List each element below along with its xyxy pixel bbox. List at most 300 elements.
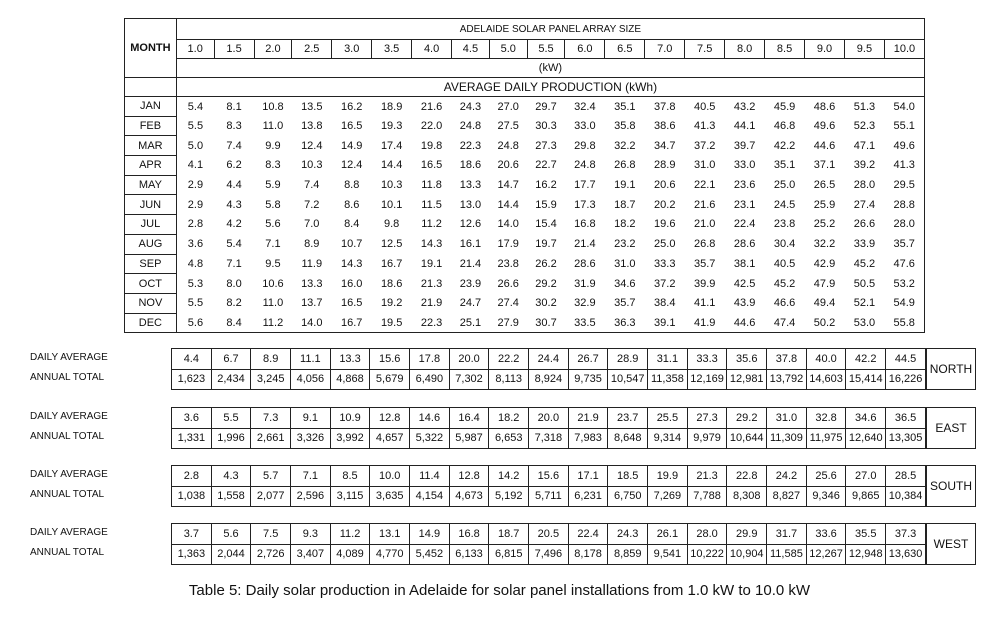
production-value: 42.2 (773, 139, 796, 152)
production-value: 46.6 (773, 297, 796, 310)
production-value: 14.0 (497, 218, 519, 231)
production-value: 21.0 (693, 218, 716, 231)
daily-average-value: 28.0 (687, 524, 727, 545)
summary-table (171, 465, 926, 507)
annual-total-value: 1,038 (172, 486, 212, 507)
summary-table (171, 407, 926, 449)
production-value: 41.1 (693, 297, 716, 310)
daily-average-row (172, 524, 926, 545)
production-value: 28.8 (884, 195, 924, 215)
daily-average-value: 12.8 (370, 408, 410, 429)
annual-total-value: 4,770 (370, 544, 410, 565)
annual-total-value: 8,113 (489, 369, 529, 390)
daily-average-value: 13.3 (330, 349, 370, 370)
daily-average-value: 26.1 (648, 524, 688, 545)
daily-average-value: 22.8 (727, 466, 767, 487)
production-value: 28.0 (853, 179, 876, 192)
annual-total-value: 1,558 (211, 486, 251, 507)
production-value: 14.4 (497, 198, 519, 211)
production-value: 18.6 (459, 159, 482, 172)
daily-average-value: 14.6 (410, 408, 450, 429)
month-label: DEC (125, 313, 177, 333)
production-value: 5.0 (176, 136, 214, 156)
production-value: 11.9 (301, 257, 323, 270)
production-value: 4.8 (176, 254, 214, 274)
production-value: 5.3 (176, 274, 214, 294)
production-value: 2.9 (176, 175, 214, 195)
production-value: 39.7 (733, 139, 756, 152)
production-value: 8.4 (344, 218, 360, 231)
production-value: 38.4 (654, 297, 676, 310)
array-size-title: ADELAIDE SOLAR PANEL ARRAY SIZE (176, 19, 924, 40)
production-value: 25.2 (813, 218, 836, 231)
production-value: 40.5 (693, 100, 716, 113)
production-value: 19.2 (380, 297, 403, 310)
production-value: 35.7 (614, 297, 636, 310)
annual-total-value: 6,133 (449, 544, 489, 565)
orientation-summary-south (0, 465, 999, 507)
production-value: 19.1 (614, 179, 636, 192)
daily-average-value: 18.2 (489, 408, 529, 429)
daily-average-value: 13.1 (370, 524, 410, 545)
production-value: 10.3 (380, 179, 403, 192)
annual-total-value: 9,865 (846, 486, 886, 507)
production-value: 26.8 (693, 238, 716, 251)
production-value: 7.1 (226, 257, 242, 270)
production-value: 51.3 (853, 100, 876, 113)
daily-average-value: 5.6 (211, 524, 251, 545)
size-header-cell: 7.0 (645, 40, 685, 59)
month-row (125, 215, 925, 235)
production-value: 4.1 (176, 156, 214, 176)
daily-average-value: 44.5 (886, 349, 926, 370)
production-value: 18.2 (614, 218, 636, 231)
production-value: 25.0 (654, 238, 676, 251)
annual-total-value: 3,245 (251, 369, 291, 390)
production-value: 22.7 (535, 159, 557, 172)
monthly-production-table (124, 18, 925, 333)
production-value: 25.9 (813, 198, 836, 211)
production-value: 41.3 (693, 120, 716, 133)
production-value: 5.9 (265, 179, 281, 192)
production-value: 34.6 (614, 277, 636, 290)
production-value: 18.9 (380, 100, 403, 113)
month-label: FEB (125, 116, 177, 136)
annual-total-value: 12,640 (846, 428, 886, 449)
production-value: 22.3 (459, 139, 482, 152)
production-value: 22.0 (420, 120, 443, 133)
month-row (125, 313, 925, 333)
production-value: 53.0 (844, 313, 884, 333)
daily-average-value: 29.2 (727, 408, 767, 429)
production-value: 33.5 (565, 313, 605, 333)
daily-average-value: 5.5 (211, 408, 251, 429)
size-header-cell: 8.0 (725, 40, 765, 59)
production-value: 17.7 (574, 179, 596, 192)
month-label: SEP (125, 254, 177, 274)
production-value: 21.4 (459, 257, 482, 270)
production-value: 12.4 (341, 159, 363, 172)
annual-total-value: 7,788 (687, 486, 727, 507)
production-value: 50.5 (853, 277, 876, 290)
annual-total-value: 11,585 (767, 544, 807, 565)
annual-total-value: 6,750 (608, 486, 648, 507)
production-value: 26.8 (614, 159, 636, 172)
production-value: 52.1 (853, 297, 876, 310)
annual-total-value: 5,322 (410, 428, 450, 449)
production-value: 30.7 (527, 313, 565, 333)
daily-average-value: 14.9 (410, 524, 450, 545)
production-value: 16.0 (341, 277, 363, 290)
production-value: 16.2 (341, 100, 363, 113)
production-value: 10.6 (262, 277, 284, 290)
annual-total-value: 10,384 (886, 486, 926, 507)
production-value: 12.4 (301, 139, 323, 152)
annual-total-value: 12,981 (727, 369, 767, 390)
daily-average-value: 18.7 (489, 524, 529, 545)
daily-average-value: 6.7 (211, 349, 251, 370)
production-value: 8.6 (344, 198, 360, 211)
annual-total-value: 9,541 (648, 544, 688, 565)
orientation-summary-north (0, 348, 999, 390)
annual-total-label: ANNUAL TOTAL (30, 372, 105, 383)
daily-average-label: DAILY AVERAGE (30, 411, 108, 422)
production-value: 37.1 (813, 159, 836, 172)
orientation-summary-west (0, 523, 999, 565)
annual-total-value: 6,815 (489, 544, 529, 565)
production-value: 24.5 (773, 198, 796, 211)
daily-average-value: 20.0 (529, 408, 569, 429)
production-value: 24.3 (459, 100, 482, 113)
production-value: 14.7 (497, 179, 519, 192)
annual-total-value: 4,657 (370, 428, 410, 449)
production-value: 20.2 (654, 198, 676, 211)
production-value: 35.1 (773, 159, 796, 172)
annual-total-value: 9,314 (648, 428, 688, 449)
production-value: 31.0 (614, 257, 636, 270)
daily-average-value: 32.8 (806, 408, 846, 429)
production-value: 7.0 (304, 218, 320, 231)
annual-total-value: 2,726 (251, 544, 291, 565)
daily-average-value: 24.3 (608, 524, 648, 545)
daily-average-value: 16.4 (449, 408, 489, 429)
daily-average-value: 14.2 (489, 466, 529, 487)
production-value: 5.8 (265, 198, 281, 211)
daily-average-value: 8.5 (330, 466, 370, 487)
production-value: 8.8 (344, 179, 360, 192)
daily-average-value: 23.7 (608, 408, 648, 429)
production-value: 33.3 (654, 257, 676, 270)
annual-total-value: 13,305 (886, 428, 926, 449)
annual-total-value: 3,115 (330, 486, 370, 507)
production-value: 13.5 (301, 100, 323, 113)
size-header-cell: 4.0 (412, 40, 452, 59)
size-header-cell: 1.0 (176, 40, 214, 59)
annual-total-value: 3,992 (330, 428, 370, 449)
size-header-cell: 4.5 (452, 40, 490, 59)
production-value: 20.6 (654, 179, 676, 192)
annual-total-value: 10,547 (608, 369, 648, 390)
production-value: 9.9 (265, 139, 281, 152)
annual-total-value: 4,673 (449, 486, 489, 507)
production-value: 25.1 (452, 313, 490, 333)
production-value: 15.4 (535, 218, 557, 231)
production-value: 17.9 (497, 238, 519, 251)
production-value: 10.8 (262, 100, 284, 113)
production-value: 23.1 (733, 198, 756, 211)
production-value: 25.0 (773, 179, 796, 192)
unit-label: (kW) (176, 59, 924, 78)
production-value: 28.9 (654, 159, 676, 172)
daily-average-value: 34.6 (846, 408, 886, 429)
annual-total-value: 2,434 (211, 369, 251, 390)
production-value: 11.2 (421, 218, 442, 231)
annual-total-value: 8,648 (608, 428, 648, 449)
annual-total-value: 3,407 (291, 544, 331, 565)
month-label: NOV (125, 293, 177, 313)
production-value: 7.1 (265, 238, 281, 251)
daily-average-value: 16.8 (449, 524, 489, 545)
annual-total-value: 1,363 (172, 544, 212, 565)
production-value: 27.4 (853, 198, 876, 211)
production-value: 11.8 (421, 179, 442, 192)
production-value: 52.3 (853, 120, 876, 133)
production-value: 43.9 (733, 297, 756, 310)
production-value: 19.3 (380, 120, 403, 133)
production-value: 23.2 (614, 238, 636, 251)
production-value: 16.7 (380, 257, 403, 270)
production-value: 23.9 (459, 277, 482, 290)
production-value: 54.0 (884, 97, 924, 117)
annual-total-value: 6,231 (568, 486, 608, 507)
annual-total-value: 4,154 (410, 486, 450, 507)
month-label: OCT (125, 274, 177, 294)
annual-total-row (172, 369, 926, 390)
production-value: 14.9 (341, 139, 363, 152)
daily-average-value: 33.6 (806, 524, 846, 545)
annual-total-value: 1,996 (211, 428, 251, 449)
daily-average-value: 35.6 (727, 349, 767, 370)
production-value: 11.0 (262, 120, 284, 133)
production-value: 40.5 (773, 257, 796, 270)
production-value: 27.3 (535, 139, 557, 152)
annual-total-value: 3,326 (291, 428, 331, 449)
production-value: 35.1 (614, 100, 636, 113)
daily-average-value: 9.1 (291, 408, 331, 429)
daily-average-label: DAILY AVERAGE (30, 469, 108, 480)
annual-total-value: 6,490 (410, 369, 450, 390)
month-row (125, 156, 925, 176)
month-label: MAR (125, 136, 177, 156)
summary-table (171, 348, 926, 390)
production-value: 18.6 (380, 277, 403, 290)
daily-average-value: 27.0 (846, 466, 886, 487)
production-value: 28.6 (574, 257, 596, 270)
daily-average-value: 17.8 (410, 349, 450, 370)
production-value: 29.8 (574, 139, 596, 152)
month-row (125, 175, 925, 195)
production-value: 47.4 (765, 313, 805, 333)
annual-total-value: 8,178 (568, 544, 608, 565)
production-value: 41.3 (884, 156, 924, 176)
production-value: 12.6 (459, 218, 482, 231)
annual-total-value: 2,596 (291, 486, 331, 507)
production-value: 22.3 (412, 313, 452, 333)
production-value: 33.9 (853, 238, 876, 251)
production-value: 22.4 (733, 218, 756, 231)
production-value: 27.5 (497, 120, 519, 133)
month-label: MAY (125, 175, 177, 195)
production-value: 23.6 (733, 179, 756, 192)
production-value: 29.2 (535, 277, 557, 290)
production-value: 24.7 (459, 297, 482, 310)
production-value: 10.7 (341, 238, 363, 251)
daily-average-value: 21.3 (687, 466, 727, 487)
production-value: 11.5 (421, 198, 442, 211)
size-header-cell: 2.0 (254, 40, 292, 59)
production-value: 45.2 (773, 277, 796, 290)
production-value: 45.9 (773, 100, 796, 113)
daily-average-value: 21.9 (568, 408, 608, 429)
production-value: 16.5 (341, 120, 363, 133)
production-value: 41.9 (685, 313, 725, 333)
production-value: 33.0 (733, 159, 756, 172)
month-row (125, 136, 925, 156)
annual-total-value: 5,987 (449, 428, 489, 449)
production-value: 16.2 (535, 179, 557, 192)
production-value: 44.6 (813, 139, 836, 152)
annual-total-value: 8,859 (608, 544, 648, 565)
production-value: 49.4 (813, 297, 836, 310)
month-row (125, 195, 925, 215)
size-header-cell: 8.5 (765, 40, 805, 59)
annual-total-value: 4,056 (291, 369, 331, 390)
production-value: 20.6 (497, 159, 519, 172)
production-value: 35.7 (884, 234, 924, 254)
annual-total-value: 5,711 (529, 486, 569, 507)
daily-average-value: 25.6 (806, 466, 846, 487)
production-value: 39.1 (645, 313, 685, 333)
month-label: AUG (125, 234, 177, 254)
annual-total-value: 12,267 (806, 544, 846, 565)
daily-average-value: 12.8 (449, 466, 489, 487)
annual-total-value: 11,358 (648, 369, 688, 390)
production-value: 16.8 (574, 218, 596, 231)
production-value: 8.0 (226, 277, 242, 290)
production-value: 9.8 (384, 218, 400, 231)
production-value: 29.7 (535, 100, 557, 113)
production-value: 49.6 (884, 136, 924, 156)
daily-average-value: 27.3 (687, 408, 727, 429)
daily-average-value: 36.5 (886, 408, 926, 429)
annual-total-row (172, 428, 926, 449)
production-value: 37.2 (693, 139, 716, 152)
production-value: 5.5 (176, 116, 214, 136)
production-value: 37.2 (654, 277, 676, 290)
production-value: 26.6 (497, 277, 519, 290)
month-label: APR (125, 156, 177, 176)
daily-average-value: 31.1 (648, 349, 688, 370)
production-value: 13.3 (301, 277, 323, 290)
annual-total-value: 5,192 (489, 486, 529, 507)
summary-table (171, 523, 926, 565)
size-header-cell: 6.5 (605, 40, 645, 59)
production-value: 24.8 (574, 159, 596, 172)
daily-average-value: 20.0 (449, 349, 489, 370)
annual-total-row (172, 486, 926, 507)
annual-total-value: 7,269 (648, 486, 688, 507)
production-value: 14.3 (420, 238, 443, 251)
annual-total-value: 10,222 (687, 544, 727, 565)
production-value: 48.6 (813, 100, 836, 113)
daily-average-value: 18.5 (608, 466, 648, 487)
month-row (125, 116, 925, 136)
production-value: 39.2 (853, 159, 876, 172)
daily-average-value: 10.9 (330, 408, 370, 429)
production-value: 2.9 (176, 195, 214, 215)
annual-total-value: 7,496 (529, 544, 569, 565)
production-value: 21.6 (420, 100, 443, 113)
annual-total-value: 7,302 (449, 369, 489, 390)
daily-average-value: 8.9 (251, 349, 291, 370)
annual-total-value: 14,603 (806, 369, 846, 390)
production-value: 54.9 (884, 293, 924, 313)
annual-total-value: 12,948 (846, 544, 886, 565)
month-row (125, 234, 925, 254)
production-value: 21.3 (420, 277, 443, 290)
daily-average-value: 37.8 (767, 349, 807, 370)
daily-average-value: 9.3 (291, 524, 331, 545)
annual-total-value: 16,226 (886, 369, 926, 390)
production-value: 50.2 (805, 313, 845, 333)
production-value: 37.8 (654, 100, 676, 113)
annual-total-value: 10,644 (727, 428, 767, 449)
production-value: 19.6 (654, 218, 676, 231)
production-value: 24.8 (459, 120, 482, 133)
daily-average-value: 28.9 (608, 349, 648, 370)
production-value: 53.2 (884, 274, 924, 294)
annual-total-value: 5,679 (370, 369, 410, 390)
production-value: 5.5 (176, 293, 214, 313)
annual-total-value: 11,309 (767, 428, 807, 449)
production-value: 49.6 (813, 120, 836, 133)
daily-average-value: 11.4 (410, 466, 450, 487)
production-value: 43.2 (733, 100, 756, 113)
production-value: 27.0 (497, 100, 519, 113)
daily-average-value: 24.4 (529, 349, 569, 370)
annual-total-value: 1,331 (172, 428, 212, 449)
annual-total-label: ANNUAL TOTAL (30, 489, 105, 500)
production-value: 26.5 (813, 179, 836, 192)
production-value: 23.8 (773, 218, 796, 231)
daily-average-value: 17.1 (568, 466, 608, 487)
production-value: 17.3 (574, 198, 596, 211)
production-value: 32.4 (574, 100, 596, 113)
production-value: 38.6 (654, 120, 676, 133)
daily-average-value: 4.3 (211, 466, 251, 487)
annual-total-value: 9,346 (806, 486, 846, 507)
production-value: 8.1 (226, 100, 242, 113)
production-value: 29.5 (884, 175, 924, 195)
production-value: 8.3 (265, 159, 281, 172)
annual-total-value: 4,089 (330, 544, 370, 565)
daily-average-value: 31.0 (767, 408, 807, 429)
annual-total-value: 7,983 (568, 428, 608, 449)
production-value: 5.4 (176, 97, 214, 117)
production-value: 19.5 (372, 313, 412, 333)
size-header-cell: 9.5 (844, 40, 884, 59)
production-value: 19.8 (420, 139, 443, 152)
